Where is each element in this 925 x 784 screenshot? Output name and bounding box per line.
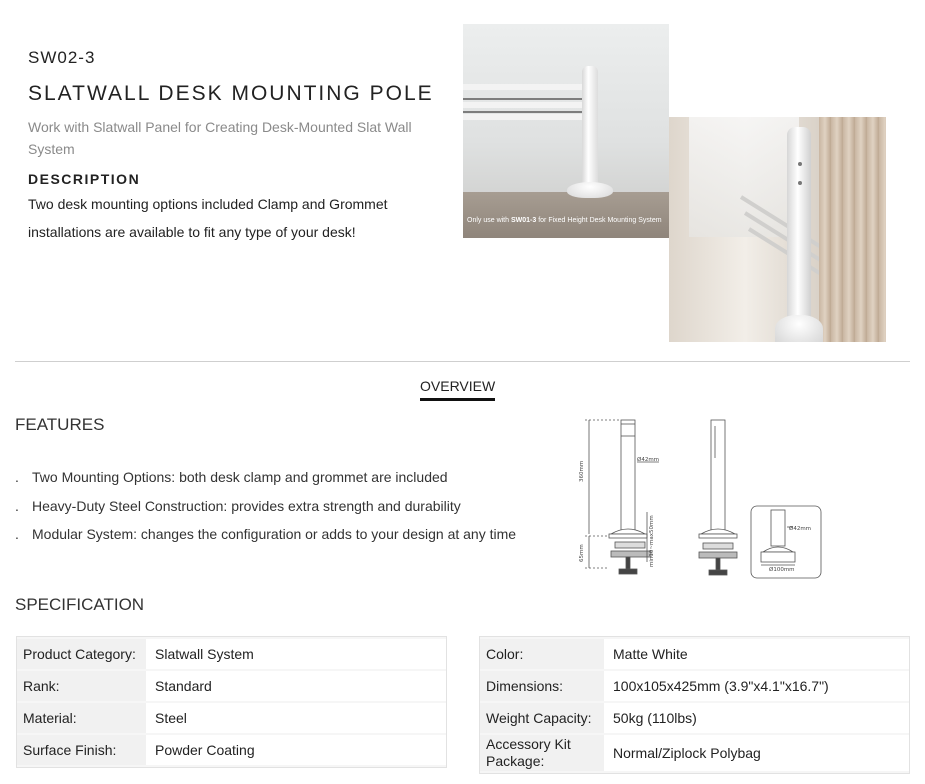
dim-clamp-label: 65mm — [579, 544, 585, 562]
spec-value: Slatwall System — [146, 639, 446, 669]
spec-value: Standard — [146, 671, 446, 701]
table-row — [17, 639, 446, 669]
table-row — [480, 639, 909, 669]
spec-key: Product Category: — [17, 639, 146, 669]
spec-value: Powder Coating — [146, 735, 446, 765]
spec-value: Matte White — [604, 639, 909, 669]
specification-heading: SPECIFICATION — [15, 595, 145, 614]
table-row — [480, 703, 909, 733]
table-row — [17, 735, 446, 765]
spec-key: Dimensions: — [480, 671, 604, 701]
spec-table-right — [479, 636, 910, 774]
tab-overview[interactable]: OVERVIEW — [420, 378, 495, 401]
dim-range-label: min10~max50mm — [649, 515, 655, 567]
features-list — [15, 463, 555, 549]
detail-base-label: Ø100mm — [769, 567, 795, 573]
photo-caption: Only use with SW01-3 for Fixed Height Desk Mounting System — [467, 217, 662, 224]
spec-key: Surface Finish: — [17, 735, 146, 765]
spec-key: Accessory Kit Package: — [480, 735, 604, 771]
product-photo-closeup[interactable] — [669, 117, 886, 342]
table-row — [480, 671, 909, 701]
spec-value: 100x105x425mm (3.9"x4.1"x16.7") — [604, 671, 909, 701]
description-heading: DESCRIPTION — [28, 171, 141, 187]
spec-value: Steel — [146, 703, 446, 733]
list-item: . Heavy-Duty Steel Construction: provides extra strength and durability — [15, 497, 461, 514]
spec-key: Material: — [17, 703, 146, 733]
table-row — [17, 703, 446, 733]
spec-table-left — [16, 636, 447, 768]
dim-diameter-label: Ø42mm — [637, 457, 660, 463]
features-heading: FEATURES — [15, 415, 105, 434]
dim-height-label: 360mm — [579, 460, 585, 482]
list-item: . Modular System: changes the configuration or adds to your design at any time — [15, 526, 517, 542]
table-row — [480, 735, 909, 771]
spec-value: Normal/Ziplock Polybag — [604, 735, 909, 771]
spec-key: Rank: — [17, 671, 146, 701]
dimension-drawing — [575, 412, 825, 587]
table-row — [17, 671, 446, 701]
spec-key: Weight Capacity: — [480, 703, 604, 733]
product-photo-desk[interactable] — [463, 24, 669, 238]
description-text: Two desk mounting options included Clamp and Grommet installations are available to fit any type of your desk! — [28, 196, 388, 240]
product-title: SLATWALL DESK MOUNTING POLE — [28, 82, 434, 105]
section-divider — [15, 361, 910, 362]
list-item: . Two Mounting Options: both desk clamp and grommet are included — [15, 469, 448, 485]
product-subtitle: Work with Slatwall Panel for Creating Desk-Mounted Slat Wall System — [28, 119, 412, 157]
product-model: SW02-3 — [28, 48, 96, 67]
detail-diameter-label: Ø42mm — [789, 526, 812, 532]
spec-value: 50kg (110lbs) — [604, 703, 909, 733]
spec-key: Color: — [480, 639, 604, 669]
